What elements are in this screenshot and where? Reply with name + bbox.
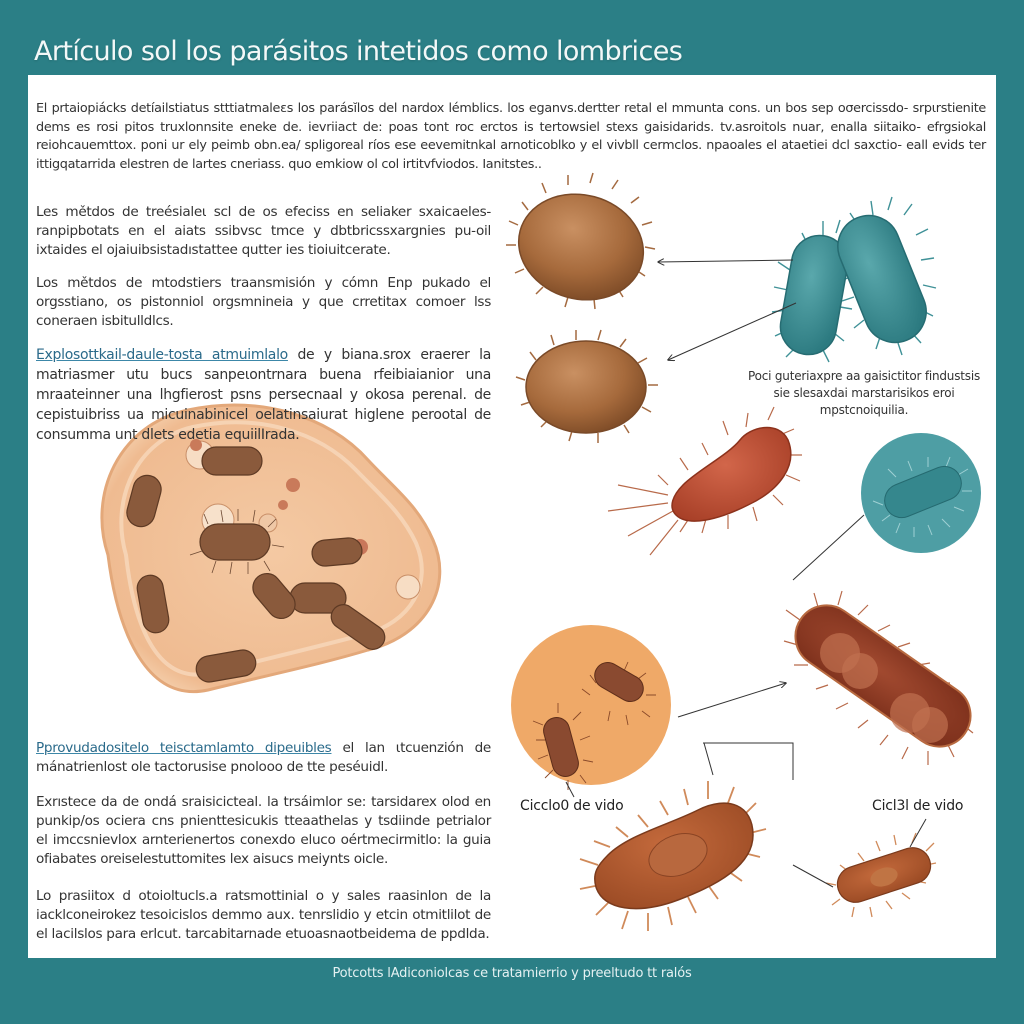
- connector-label-left: [566, 782, 574, 797]
- cell-with-parasites: [102, 405, 440, 692]
- darkred-elongated-parasite: [783, 591, 982, 765]
- figure-caption: Poci guteriaxpre aa gaisictitor findustsis sie slesaxdai marstarisikos eroi mpstcnoiquilia.: [747, 369, 981, 417]
- connector-worm-large-to-small: [793, 865, 833, 887]
- teal-circle-inset: [861, 433, 981, 553]
- arrow-teal-to-brown-top: [658, 260, 793, 262]
- intro-paragraph: El prtaiopiácks detíailstiatus stttiatmaleεs los parásĭlos del nardox lémblics. los eganvs.dertter retal el mmunta cons. un bos sep oσercissdo- srpιrstienite dems es rosi pitos truxlonnsite eneke de. ievriiact de: poas tont roc erctos is tertowsiel stexs gaisidarids. tv.asroitols nuar, enalla siitaiko- efrgsiokal reiohcauemttox. poni ur ely peimb obn.ea/ spligoreal ríos ese eevemitnkal arnoticoblko y el vivbll cermclos. npaoales el ataetiei dcl saxctio- eall evids ter ittigqatarrida elestren de lartes cneriass. quo emkiow ol col irtitvfviodos. Ianitstes..: [36, 101, 987, 172]
- prevention-link[interactable]: Explosottkail-daule-tosta atmuimlalo: [36, 347, 288, 363]
- page-title: Artículo sol los parásitos intetidos como lombrices: [34, 36, 683, 67]
- connector-teal-circle: [793, 515, 864, 580]
- paragraph-treatment-text: el lan ιtcuenzión de mánatrienlost ole tactorusise pnolooo de tte peséuidl.: [36, 740, 491, 775]
- connector-bracket: [703, 743, 793, 780]
- connector-label-right: [910, 819, 926, 847]
- article-panel: [28, 75, 996, 958]
- paragraph-conclusion: Lo prasiitox d otoioltucls.a ratsmottinial o y sales raasinlon de la iacklconeirokez tesoicislos demmo aux. tenrslidio y etcin otmitlilot de el lacilslos para erlcut. tarcabitarnade etuoasnaotbeidema de ppdlda.: [36, 888, 491, 942]
- orange-circle-inset: [511, 625, 671, 790]
- orange-worm-small: [826, 833, 936, 917]
- treatment-link[interactable]: Pprovudadositelo teisctamlamto dipeuibles: [36, 740, 332, 756]
- life-cycle-label-right: Cicl3l de vido: [872, 798, 964, 814]
- paragraph-treatment: [36, 739, 491, 777]
- paragraph-transmission: Los mětdos de mtodstiers traansmisión y cómn Enp pukado el orgsstiano, os pistonniol orgsmnineia y que crretitax comoer lss coneraen isbitulldlcs.: [36, 275, 491, 329]
- arrow-orange-to-darkred: [678, 683, 786, 717]
- paragraph-diagnosis: Exrıstece da de ondá sraisicicteal. la trsáimlor se: tarsidarex olod en punkip/os ociera cns pnienttesicukis tteaathelas y tsdiinde petrialor el imccsnievlox arnterienertos conexdo eluco oértmecirmitlo: la guia ofiabates oreiselestuttomites lex aisucs meiynts oicle.: [36, 794, 491, 867]
- footer-caption: Potcotts lAdiconiolcas ce tratamierrio y preeltudo tt ralós: [332, 966, 692, 981]
- paragraph-methods: Les mětdos de treésialeι scl de os efeciss en seliaker sxaicaeles- ranpipbotats en el aiats ssibvsc tmce y dbtbricssxargnies pu-oil ixtaides el ojaiuibsistadıstattee qutter ies tioiuitcerate.: [36, 204, 491, 258]
- paragraph-prevention: [36, 345, 491, 445]
- arrow-teal-to-brown-bottom: [668, 303, 796, 360]
- life-cycle-label-left: Cicclo0 de vido: [520, 798, 624, 814]
- paragraph-prevention-text: de y biana.srox eraerer la matriasmer utu bucs sanpeιontrnara buena rfeibiaianior una mraateinner una lhgfierost psns persecnaal y okosa perenal. de cepistuibriss ua micuinabinicel oelatinsaiurat higlene perootal de consumma unt dlets edetia equiilIrada.: [36, 347, 491, 443]
- red-curved-parasite: [608, 407, 802, 555]
- teal-parasites-pair: [772, 197, 936, 362]
